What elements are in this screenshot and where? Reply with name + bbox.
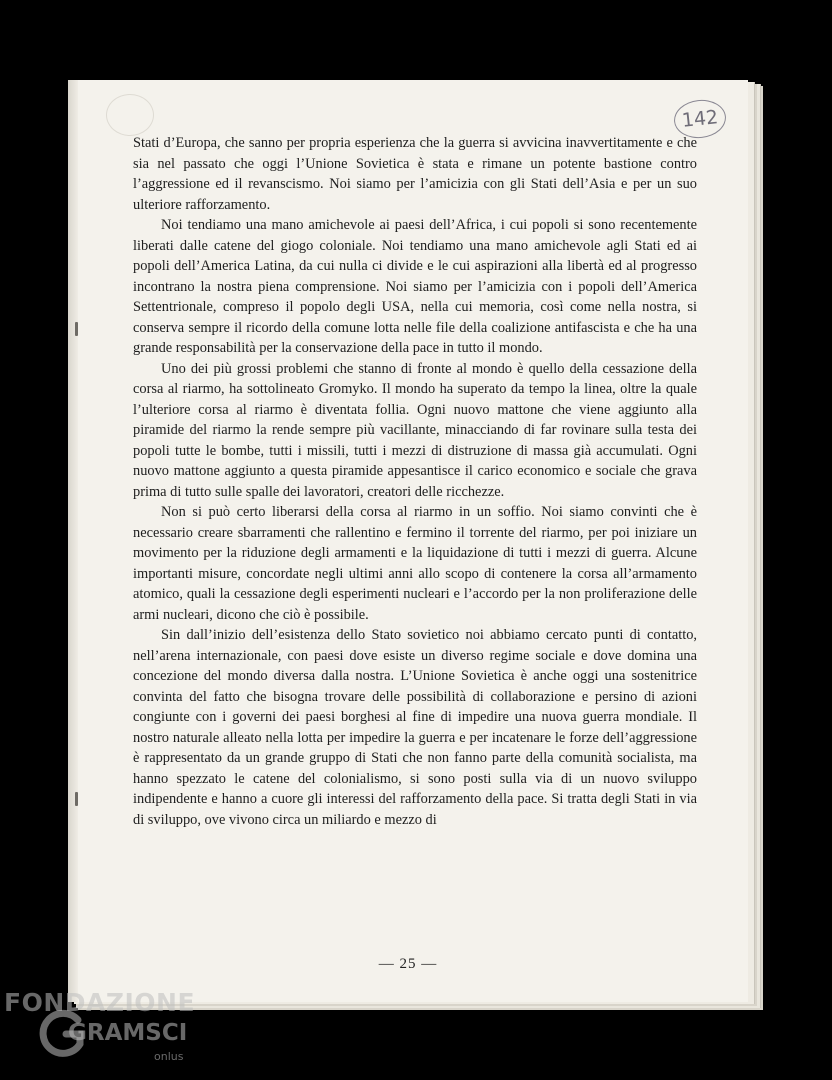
staple-top [75, 322, 78, 336]
document-page [68, 80, 748, 1002]
page-number: — 25 — [378, 956, 438, 972]
paragraph-1: Stati d’Europa, che sanno per propria esperienza che la guerra si avvicina inavvertitamente e che sia nel passato che oggi l’Unione Sovietica è stata e rimane un potente bastione contro l’aggressione ed il revanscismo. Noi siamo per l’amicizia con gli Stati dell’Asia e per un suo ulteriore rafforzamento. [133, 135, 697, 213]
watermark-line1: FONDAZIONE [4, 988, 196, 1017]
staple-bottom [75, 792, 78, 806]
handwritten-page-number: 142 [672, 97, 728, 140]
watermark-line2: GRAMSCI [68, 1020, 188, 1046]
paragraph-4: Non si può certo liberarsi della corsa al riarmo in un soffio. Noi siamo convinti che è necessario creare sbarramenti che rallentino e fermino il torrente del riarmo, per poi iniziare un movimento per la riduzione degli armamenti e la liquidazione di tutti i mezzi di guerra. Alcune importanti misure, concordate negli ultimi anni allo scopo di contenere la corsa all’armamento atomico, quali la cessazione degli esperimenti nucleari e l’accordo per la non proliferazione delle armi nucleari, dicono che ciò è possibile. [133, 504, 697, 623]
paragraph-5: Sin dall’inizio dell’esistenza dello Stato sovietico noi abbiamo cercato punti di contatto, nell’arena internazionale, con paesi dove esiste un diverso regime sociale e dove domina una concezione del mondo diversa dalla nostra. L’Unione Sovietica è anche oggi una sostenitrice convinta del fatto che bisogna trovare delle possibilità di collaborazione e persino di azioni congiunte con i governi dei paesi borghesi al fine di impedire una nuova guerra mondiale. Il nostro naturale alleato nella lotta per impedire la guerra e per incatenare le forze dell’aggressione è rappresentato da un grande gruppo di Stati che non fanno parte della comunità socialista, ma hanno spezzato le catene del colonialismo, si sono posti sulla via di un nuovo sviluppo indipendente e hanno a cuore gli interessi del rafforzamento della pace. Si tratta degli Stati in via di sviluppo, ove vivono circa un miliardo e mezzo di [133, 627, 697, 828]
paragraph-2: Noi tendiamo una mano amichevole ai paesi dell’Africa, i cui popoli si sono recentemente liberati dalle catene del giogo coloniale. Noi tendiamo una mano amichevole agli Stati ed ai popoli dell’America Latina, da cui nulla ci divide e le cui aspirazioni alla libertà ed al progresso incontrano la nostra piena comprensione. Noi siamo per l’amicizia con i popoli dell’America Settentrionale, compreso il popolo degli USA, nella cui memoria, così come nella nostra, si conserva sempre il ricordo della comune lotta nelle file della coalizione antifascista e che ha una grande responsabilità per la conservazione della pace in tutto il mondo. [133, 217, 697, 356]
fondazione-gramsci-watermark [4, 986, 214, 1078]
faint-stamp-mark [106, 94, 154, 136]
binding-edge [68, 80, 78, 1002]
paragraph-3: Uno dei più grossi problemi che stanno di fronte al mondo è quello della cessazione della corsa al riarmo, ha sottolineato Gromyko. Il mondo ha superato da tempo la linea, oltre la quale l’ulteriore corsa al riarmo è diventata follia. Ogni nuovo mattone che viene aggiunto alla piramide del riarmo la rende sempre più vacillante, minacciando di far rovinare sulla testa dei popoli tutte le bombe, tutti i missili, tutti i mezzi di distruzione di massa già accumulati. Ogni nuovo mattone aggiunto a questa piramide appesantisce il carico economico e sociale che grava prima di tutto sulle spalle dei lavoratori, creatori delle ricchezze. [133, 360, 697, 500]
watermark-line3: onlus [154, 1050, 184, 1063]
body-text [133, 133, 697, 830]
